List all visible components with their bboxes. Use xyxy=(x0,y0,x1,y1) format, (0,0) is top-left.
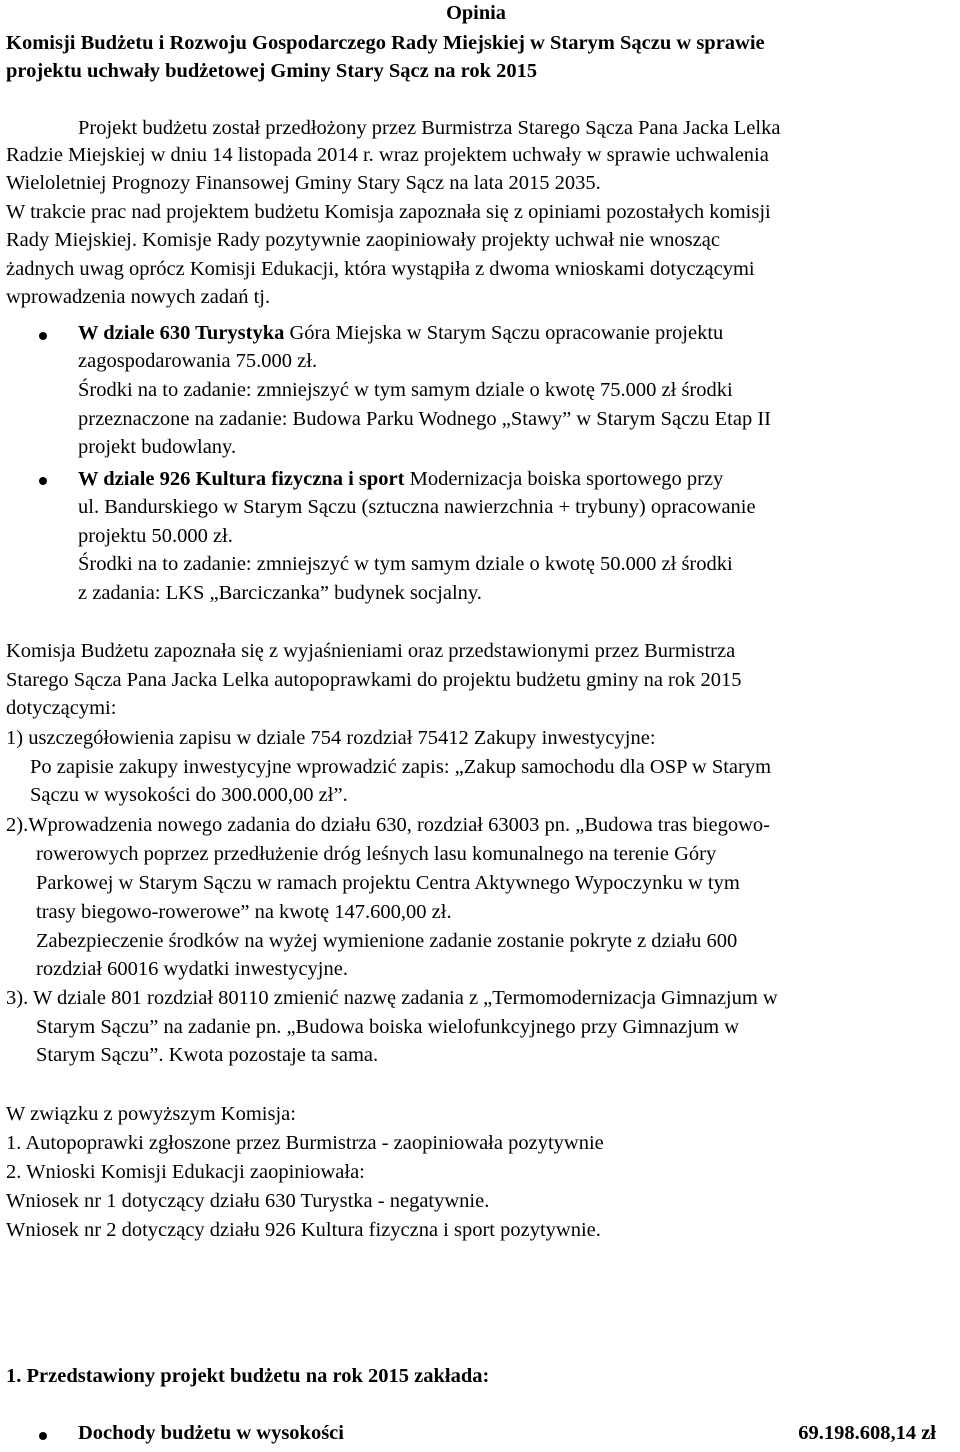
bullet-item-2-line: Środki na to zadanie: zmniejszyć w tym samym dziale o kwotę 50.000 zł środki xyxy=(78,553,733,575)
conclusion-line: 1. Autopoprawki zgłoszone przez Burmistrza - zaopiniowała pozytywnie xyxy=(6,1132,604,1154)
autopoprawka-3-line: 3). W dziale 801 rozdział 80110 zmienić nazwę zadania z „Termomodernizacja Gimnazjum w xyxy=(6,987,778,1009)
autopoprawka-2-line: Zabezpieczenie środków na wyżej wymienione zadanie zostanie pokryte z działu 600 xyxy=(36,930,738,952)
document-title: Opinia xyxy=(446,2,506,24)
autopoprawka-3-line: Starym Sączu”. Kwota pozostaje ta sama. xyxy=(36,1044,379,1066)
autopoprawka-2-line: trasy biegowo-rowerowe” na kwotę 147.600,00 zł. xyxy=(36,901,452,923)
bullet-icon xyxy=(39,332,47,340)
intro-line: Projekt budżetu został przedłożony przez Burmistrza Starego Sącza Pana Jacka Lelka xyxy=(78,117,781,139)
intro-line: Rady Miejskiej. Komisje Rady pozytywnie zaopiniowały projekty uchwał nie wnosząc xyxy=(6,229,720,251)
document-subtitle-line-1: Komisji Budżetu i Rozwoju Gospodarczego Rady Miejskiej w Starym Sączu w sprawie xyxy=(6,32,765,54)
autopoprawka-2-line: rowerowych poprzez przedłużenie dróg leśnych lasu komunalnego na terenie Góry xyxy=(36,843,717,865)
bullet-item-2-line: ul. Bandurskiego w Starym Sączu (sztuczna nawierzchnia + trybuny) opracowanie xyxy=(78,496,756,518)
autopoprawki-intro-line: dotyczącymi: xyxy=(6,697,117,719)
conclusion-line: Wniosek nr 2 dotyczący działu 926 Kultura fizyczna i sport pozytywnie. xyxy=(6,1219,601,1241)
autopoprawka-2-line: rozdział 60016 wydatki inwestycyjne. xyxy=(36,958,348,980)
document-subtitle-line-2: projektu uchwały budżetowej Gminy Stary Sącz na rok 2015 xyxy=(6,60,538,82)
autopoprawka-3-line: Starym Sączu” na zadanie pn. „Budowa boiska wielofunkcyjnego przy Gimnazjum w xyxy=(36,1016,740,1038)
autopoprawka-1-line: 1) uszczegółowienia zapisu w dziale 754 rozdział 75412 Zakupy inwestycyjne: xyxy=(6,727,656,749)
budget-income-label: Dochody budżetu w wysokości xyxy=(78,1422,344,1444)
intro-line: Wieloletniej Prognozy Finansowej Gminy Stary Sącz na lata 2015 2035. xyxy=(6,172,601,194)
autopoprawki-intro-line: Starego Sącza Pana Jacka Lelka autopoprawkami do projektu budżetu gminy na rok 2015 xyxy=(6,669,742,691)
bullet-item-1-text: Góra Miejska w Starym Sączu opracowanie projektu xyxy=(284,322,724,344)
intro-line: wprowadzenia nowych zadań tj. xyxy=(6,286,271,308)
bullet-icon xyxy=(39,1432,47,1440)
bullet-item-2-line: z zadania: LKS „Barciczanka” budynek socjalny. xyxy=(78,582,482,604)
bullet-item-2-text: Modernizacja boiska sportowego przy xyxy=(404,468,724,490)
bullet-item-2-heading: W dziale 926 Kultura fizyczna i sport xyxy=(78,468,405,490)
intro-line: W trakcie prac nad projektem budżetu Komisja zapoznała się z opiniami pozostałych komisji xyxy=(6,201,771,223)
bullet-item-1-line: przeznaczone na zadanie: Budowa Parku Wodnego „Stawy” w Starym Sączu Etap II xyxy=(78,408,772,430)
autopoprawka-2-line: Parkowej w Starym Sączu w ramach projektu Centra Aktywnego Wypoczynku w tym xyxy=(36,872,740,894)
bullet-item-1-line: projekt budowlany. xyxy=(78,436,237,458)
budget-heading: 1. Przedstawiony projekt budżetu na rok 2015 zakłada: xyxy=(6,1365,490,1387)
bullet-item-1-line-1 xyxy=(78,320,723,346)
bullet-item-2-line: projektu 50.000 zł. xyxy=(78,525,233,547)
bullet-item-1-heading: W dziale 630 Turystyka xyxy=(78,322,285,344)
bullet-item-1-line: zagospodarowania 75.000 zł. xyxy=(78,350,318,372)
autopoprawka-1-line: Sączu w wysokości do 300.000,00 zł”. xyxy=(30,784,348,806)
budget-income-value: 69.198.608,14 zł xyxy=(798,1422,936,1444)
bullet-item-2-line-1 xyxy=(78,466,723,492)
autopoprawka-2-line: 2).Wprowadzenia nowego zadania do działu 630, rozdział 63003 pn. „Budowa tras biegowo- xyxy=(6,814,770,836)
intro-line: Radzie Miejskiej w dniu 14 listopada 2014 r. wraz projektem uchwały w sprawie uchwalenia xyxy=(6,144,769,166)
conclusion-line: W związku z powyższym Komisja: xyxy=(6,1103,296,1125)
bullet-item-1-line: Środki na to zadanie: zmniejszyć w tym samym dziale o kwotę 75.000 zł środki xyxy=(78,379,733,401)
bullet-icon xyxy=(39,477,47,485)
conclusion-line: Wniosek nr 1 dotyczący działu 630 Turystka - negatywnie. xyxy=(6,1190,490,1212)
intro-line: żadnych uwag oprócz Komisji Edukacji, która wystąpiła z dwoma wnioskami dotyczącymi xyxy=(6,258,755,280)
autopoprawki-intro-line: Komisja Budżetu zapoznała się z wyjaśnieniami oraz przedstawionymi przez Burmistrza xyxy=(6,640,736,662)
autopoprawka-1-line: Po zapisie zakupy inwestycyjne wprowadzić zapis: „Zakup samochodu dla OSP w Starym xyxy=(30,756,772,778)
conclusion-line: 2. Wnioski Komisji Edukacji zaopiniowała: xyxy=(6,1161,365,1183)
